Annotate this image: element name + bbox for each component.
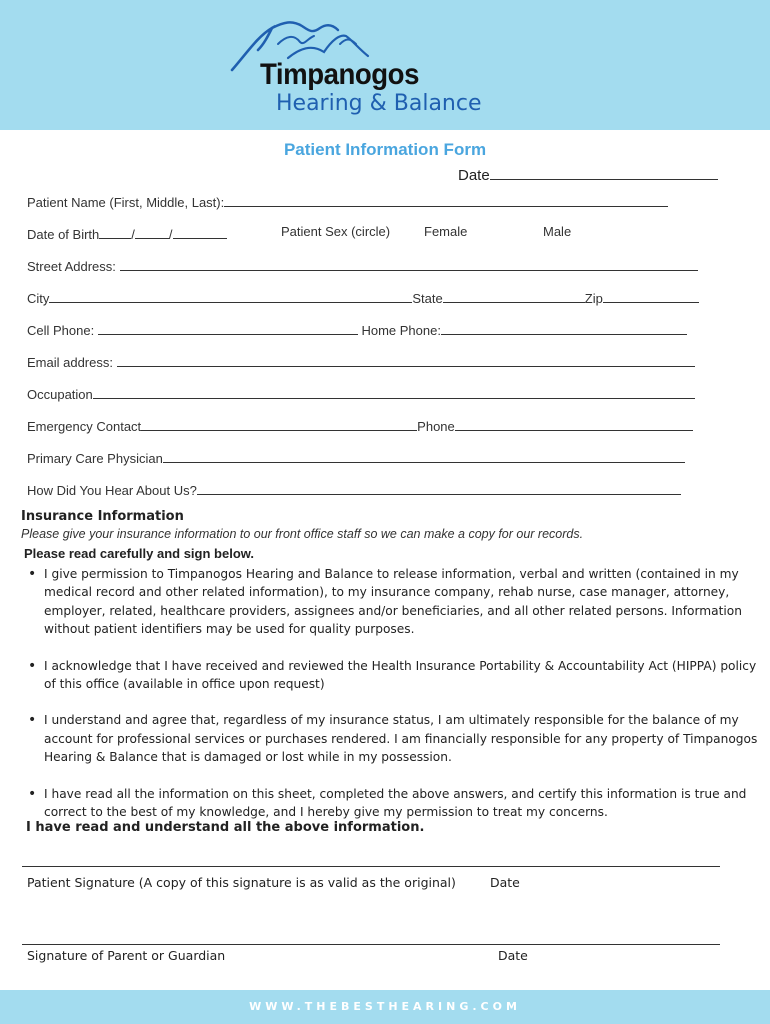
occupation-field[interactable] [27,384,695,402]
dob-field[interactable] [27,224,227,242]
dob-month-line[interactable] [99,224,131,239]
patient-name-field[interactable] [27,192,668,210]
email-field[interactable] [27,352,695,370]
zip-line[interactable] [603,288,699,303]
consent-list [24,565,764,821]
patient-signature-date-label: Date [490,875,520,890]
city-line[interactable] [49,288,412,303]
state-line[interactable] [443,288,585,303]
consent-item: • I understand and agree that, regardless of my insurance status, I am ultimately responsible for the balance of my account for professional services or purchases rendered. I am financially responsible for any property of Timpanogos Hearing & Balance that is damaged or lost while in my possession. [24,711,764,766]
occupation-line[interactable] [93,384,695,399]
cell-phone-line[interactable] [98,320,358,335]
date-underline[interactable] [490,165,718,180]
home-phone-line[interactable] [441,320,687,335]
read-carefully-heading: Please read carefully and sign below. [24,546,254,561]
emergency-contact-line[interactable] [141,416,417,431]
sex-option-male[interactable]: Male [543,224,572,239]
zip-label: Zip [584,291,603,306]
consent-item: • I acknowledge that I have received and reviewed the Health Insurance Portability & Accountability Act (HIPPA) policy of this office (available in office upon request) [24,657,764,694]
acknowledgement-statement: I have read and understand all the above information. [26,820,425,835]
guardian-signature-label: Signature of Parent or Guardian [27,948,226,963]
header-banner [0,0,770,130]
emergency-contact-field[interactable] [27,416,693,434]
emergency-contact-label: Emergency Contact [27,419,142,434]
referral-field[interactable] [27,480,681,498]
guardian-signature-date-label: Date [498,948,528,963]
dob-slash-2: / [168,227,173,242]
consent-item: • I have read all the information on this sheet, completed the above answers, and certify this information is true and correct to the best of my knowledge, and I hereby give my permission to treat my concerns. [24,785,764,822]
page-title: Patient Information Form [283,140,487,159]
home-phone-label: Home Phone: [361,323,441,338]
street-field[interactable] [27,256,698,274]
brand-tagline: Hearing & Balance [276,91,482,116]
dob-slash-1: / [131,227,135,242]
consent-item: • I give permission to Timpanogos Hearing and Balance to release information, verbal and written (contained in my medical record and other related information), to my insurance company, rehab nurse, case manager, attorney, employer, related, healthcare providers, assignees and/or beneficiaries, and all other related persons. Information without patient identifiers may be used for quality purposes. [24,565,764,639]
date-field[interactable] [458,165,718,184]
footer-url[interactable]: WWW.THEBESTHEARING.COM [249,1000,521,1013]
guardian-signature-line[interactable] [22,944,720,945]
insurance-note: Please give your insurance information to our front office staff so we can make a copy for our records. [21,527,584,541]
pcp-field[interactable] [27,448,685,466]
patient-name-label: Patient Name (First, Middle, Last): [27,195,225,210]
patient-signature-label: Patient Signature (A copy of this signature is as valid as the original) [27,875,456,890]
street-line[interactable] [120,256,698,271]
street-label: Street Address: [27,259,116,274]
referral-line[interactable] [197,480,681,495]
state-label: State [412,291,443,306]
dob-year-line[interactable] [173,224,227,239]
patient-signature-line[interactable] [22,866,720,867]
email-line[interactable] [117,352,695,367]
dob-label: Date of Birth [27,227,100,242]
city-state-zip-field[interactable] [27,288,699,306]
insurance-title: Insurance Information [21,509,184,524]
sex-label: Patient Sex (circle) [281,224,391,239]
referral-label: How Did You Hear About Us? [27,483,197,498]
city-label: City [27,291,50,306]
emergency-phone-line[interactable] [455,416,693,431]
date-label: Date [458,167,490,184]
cell-phone-label: Cell Phone: [27,323,95,338]
brand-name: Timpanogos [260,58,419,91]
dob-day-line[interactable] [135,224,169,239]
pcp-line[interactable] [163,448,685,463]
occupation-label: Occupation [27,387,93,402]
sex-option-female[interactable]: Female [424,224,468,239]
footer-bar [0,990,770,1024]
pcp-label: Primary Care Physician [27,451,163,466]
phone-row[interactable] [27,320,687,338]
patient-name-line[interactable] [224,192,668,207]
email-label: Email address: [27,355,113,370]
emergency-phone-label: Phone [417,419,455,434]
